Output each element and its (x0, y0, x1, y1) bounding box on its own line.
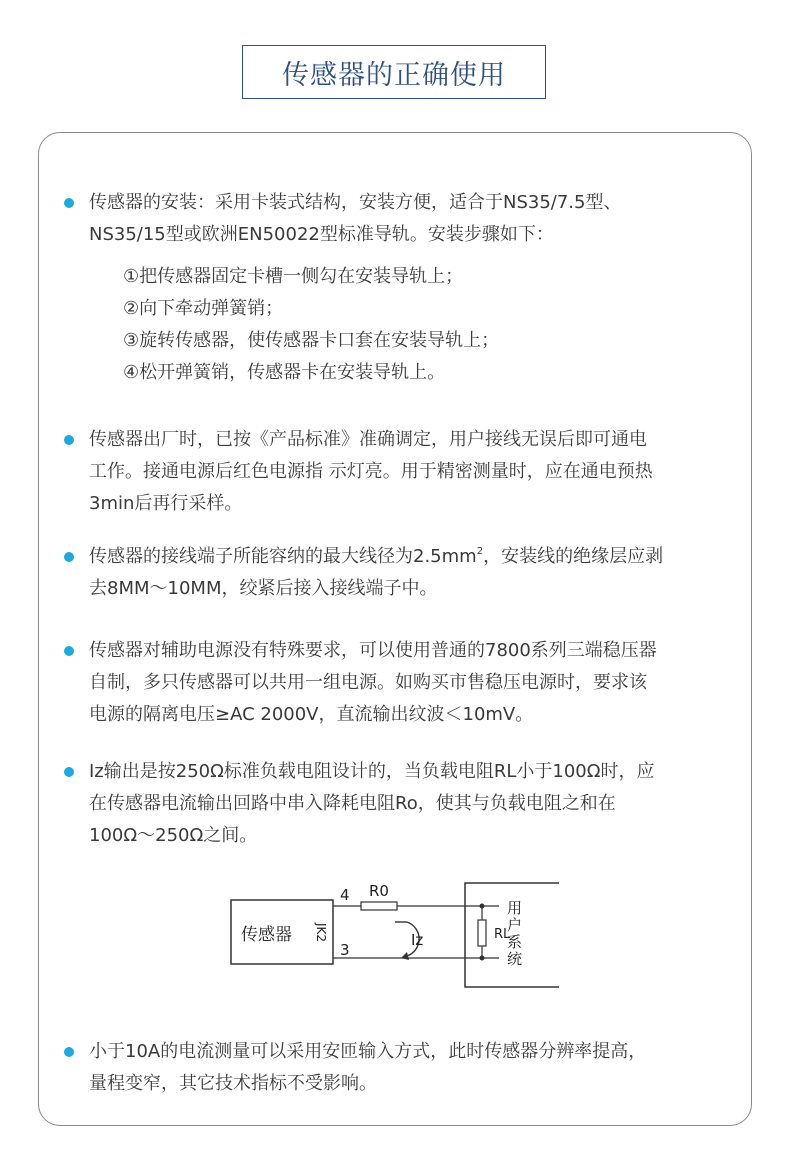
wiring-line-2: 去8MM～10MM，绞紧后接入接线端子中。 (89, 578, 438, 599)
bullet-icon (64, 646, 74, 656)
bullet-icon (64, 435, 74, 445)
page-title: 传感器的正确使用 (242, 45, 546, 99)
resistor-r0 (361, 902, 397, 910)
power-line-3: 电源的隔离电压≥AC 2000V，直流输出纹波＜10mV。 (89, 704, 534, 725)
resistor-r0-label: R0 (369, 882, 389, 900)
install-line-1: 传感器的安装：采用卡装式结构，安装方便，适合于NS35/7.5型、 (89, 192, 622, 213)
section-install (89, 187, 729, 251)
section-power (89, 635, 729, 731)
sensor-label: 传感器 (241, 925, 292, 945)
calibration-line-3: 3min后再行采样。 (89, 493, 243, 514)
calibration-line-2: 工作。接通电源后红色电源指 示灯亮。用于精密测量时，应在通电预热 (89, 461, 653, 482)
small-current-line-1: 小于10A的电流测量可以采用安匝输入方式，此时传感器分辨率提高， (89, 1041, 647, 1062)
bullet-icon (64, 552, 74, 562)
load-label: RL (494, 927, 511, 942)
install-step-2: ②向下牵动弹簧销； (123, 298, 284, 319)
small-current-line-2: 量程变窄，其它技术指标不受影响。 (89, 1073, 377, 1094)
install-step-1: ①把传感器固定卡槽一侧勾在安装导轨上； (123, 266, 464, 287)
section-output (89, 756, 729, 852)
power-line-2: 自制，多只传感器可以共用一组电源。如购买市售稳压电源时，要求该 (89, 672, 647, 693)
install-steps (123, 261, 499, 389)
resistor-rl (478, 920, 486, 946)
wiring-line-1: 传感器的接线端子所能容纳的最大线径为$2.5mm^2$，安装线的绝缘层应剥 (89, 546, 664, 567)
bullet-icon (64, 198, 74, 208)
pin-top-label: 4 (340, 886, 350, 904)
current-label: Iz (411, 931, 424, 949)
content-card (38, 132, 752, 1126)
section-small-current (89, 1036, 729, 1100)
output-line-2: 在传感器电流输出回路中串入降耗电阻Ro，使其与负载电阻之和在 (89, 793, 616, 814)
connector-label: JK2 (314, 923, 328, 943)
install-step-4: ④松开弹簧销，传感器卡在安装导轨上。 (123, 362, 446, 383)
pin-bottom-label: 3 (340, 941, 350, 959)
output-line-1: Iz输出是按250Ω标准负载电阻设计的，当负载电阻RL小于100Ω时，应 (89, 761, 655, 782)
output-line-3: 100Ω～250Ω之间。 (89, 825, 258, 846)
install-step-3: ③旋转传感器，使传感器卡口套在安装导轨上； (123, 330, 500, 351)
section-wiring (89, 541, 729, 605)
power-line-1: 传感器对辅助电源没有特殊要求，可以使用普通的7800系列三端稳压器 (89, 640, 657, 661)
current-arrow-icon (401, 952, 409, 960)
install-line-2: NS35/15型或欧洲EN50022型标准导轨。安装步骤如下： (89, 224, 554, 245)
bullet-icon (64, 767, 74, 777)
calibration-line-1: 传感器出厂时，已按《产品标准》准确调定，用户接线无误后即可通电 (89, 429, 647, 450)
section-calibration (89, 424, 729, 520)
user-system-label: 用户系统 (507, 899, 523, 968)
bullet-icon (64, 1047, 74, 1057)
